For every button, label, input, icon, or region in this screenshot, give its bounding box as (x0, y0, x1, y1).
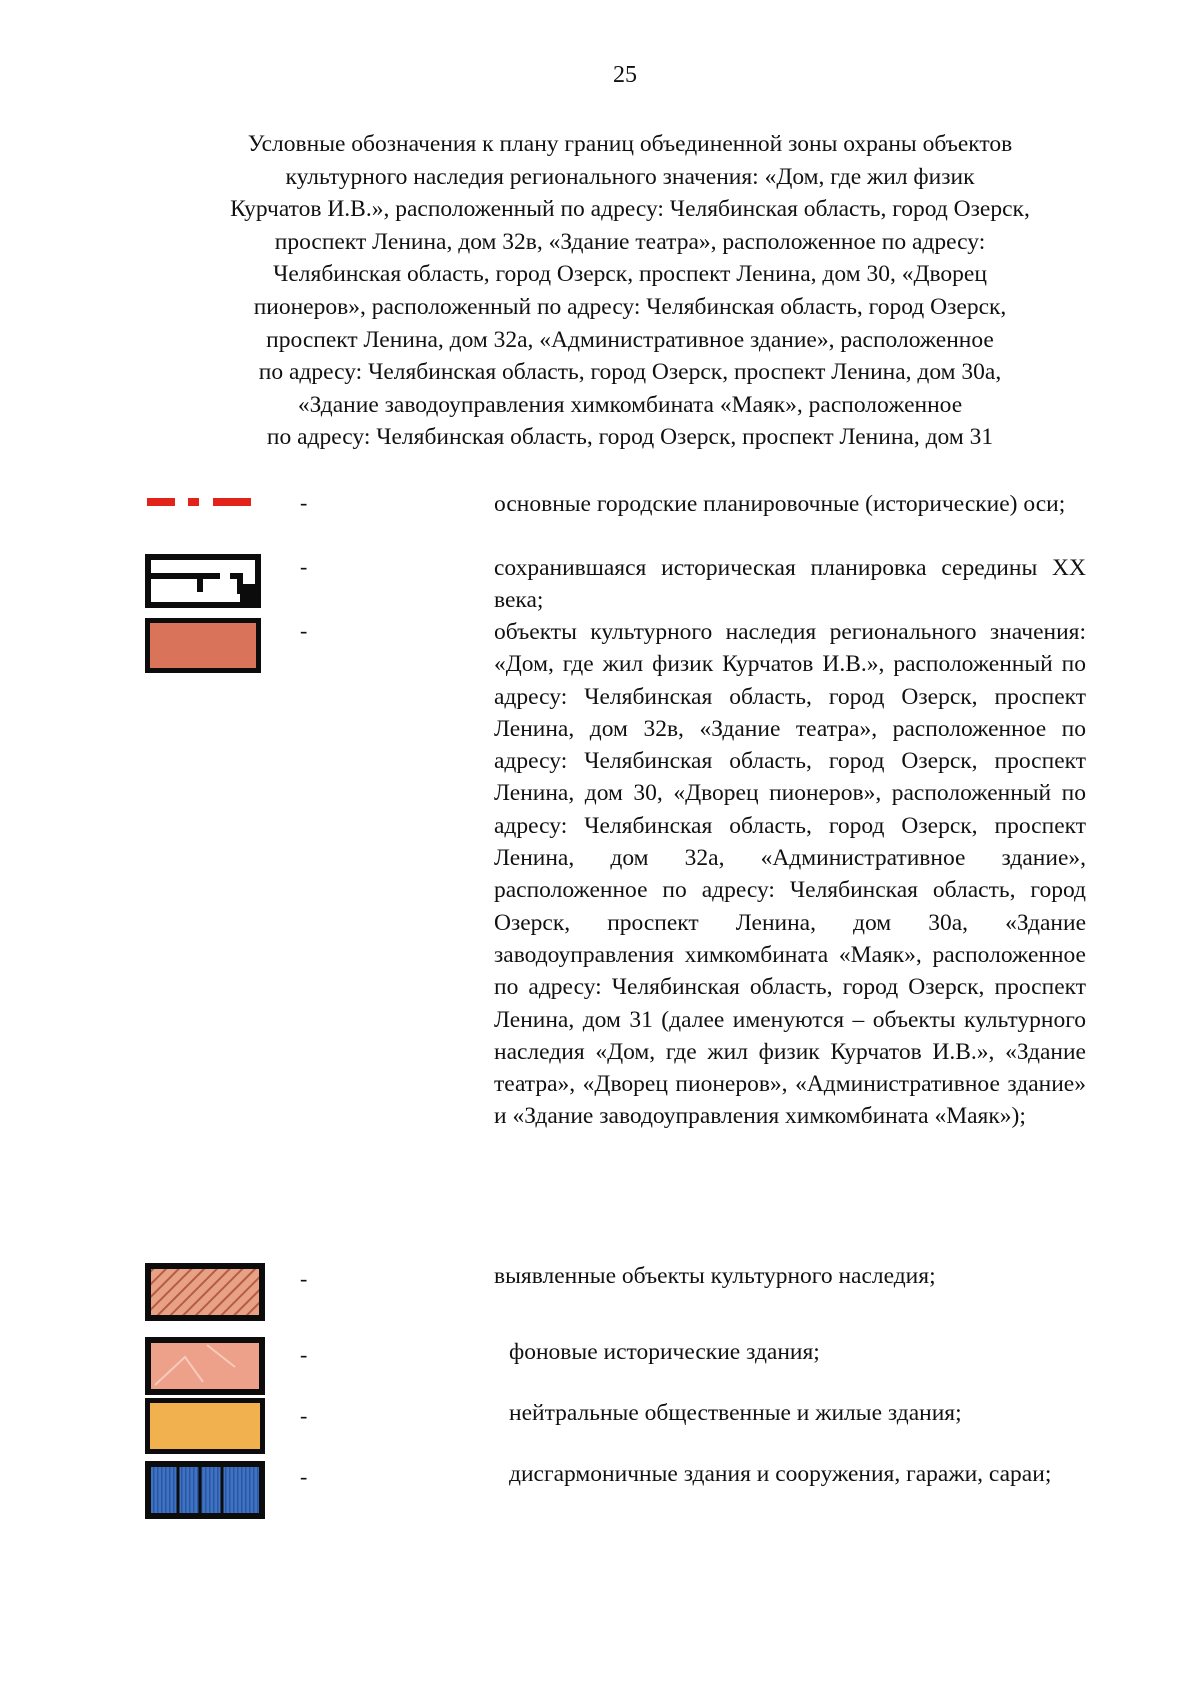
heading-line: Условные обозначения к плану границ объединенной зоны охраны объектов (247, 131, 1013, 157)
heading-line: по адресу: Челябинская область, город Озерск, проспект Ленина, дом 31 (266, 424, 994, 451)
legend-description: выявленные объекты культурного наследия; (494, 1263, 936, 1289)
legend-description: объекты культурного наследия регионального значения: «Дом, где жил физик Курчатов И.В.», расположенный по адресу: Челябинская область, город Озерск, проспект Ленина, дом 32в, «Здание театра», расположенное по адресу: Челябинская область, город Озерск, проспект Ленина, дом 30, «Дворец пионеров», расположенный по адресу: Челябинская область, город Озерск, проспект Ленина, дом 32а, «Административное здание», расположенное по адресу: Челябинская область, город Озерск, проспект Ленина, дом 30а, «Здание заводоуправления химкомбината «Маяк», расположенное по адресу: Челябинская область, город Озерск, проспект Ленина, дом 31 (далее именуются – объекты культурного наследия «Дом, где жил физик Курчатов И.В.», «Здание театра», «Дворец пионеров», «Административное здание» и «Здание заводоуправления химкомбината «Маяк»); (494, 619, 1086, 1130)
heading-line: Челябинская область, город Озерск, проспект Ленина, дом 30, «Дворец (273, 261, 987, 288)
legend-dash: - (300, 554, 308, 579)
legend-description: основные городские планировочные (исторические) оси; (494, 491, 1066, 517)
heading-line: культурного наследия регионального значения: «Дом, где жил физик (285, 163, 975, 190)
legend-dash: - (300, 1403, 308, 1428)
page-number: 25 (613, 62, 637, 88)
red-dash-dot-line-icon (145, 492, 260, 512)
legend-dash: - (300, 1266, 308, 1291)
legend-dash: - (300, 490, 308, 515)
heading-line: по адресу: Челябинская область, город Озерск, проспект Ленина, дом 30а, (258, 359, 1002, 386)
heading-line: проспект Ленина, дом 32в, «Здание театра», расположенное по адресу: (274, 228, 986, 255)
hatched-heritage-icon (145, 1263, 265, 1321)
regional-heritage-icon (145, 618, 261, 673)
disharmonious-striped-icon (145, 1461, 265, 1519)
legend-description: нейтральные общественные и жилые здания; (509, 1400, 962, 1426)
background-historic-icon (145, 1337, 265, 1395)
legend-description: сохранившаяся историческая планировка середины XX века; (494, 555, 1086, 614)
legend-dash: - (300, 1342, 308, 1367)
neutral-buildings-icon (145, 1398, 265, 1454)
heading-line: «Здание заводоуправления химкомбината «Маяк», расположенное (297, 391, 963, 418)
heading-line: Курчатов И.В.», расположенный по адресу: Челябинская область, город Озерск, (230, 196, 1030, 223)
heading-line: пионеров», расположенный по адресу: Челябинская область, город Озерск, (253, 293, 1007, 320)
historic-layout-icon (145, 554, 261, 608)
legend-description: фоновые исторические здания; (509, 1339, 820, 1365)
legend-description: дисгармоничные здания и сооружения, гаражи, сараи; (509, 1461, 1052, 1487)
heading-line: проспект Ленина, дом 32а, «Административное здание», расположенное (266, 326, 994, 353)
legend-dash: - (300, 1464, 308, 1489)
legend-dash: - (300, 618, 308, 643)
legend-heading (140, 128, 1120, 454)
